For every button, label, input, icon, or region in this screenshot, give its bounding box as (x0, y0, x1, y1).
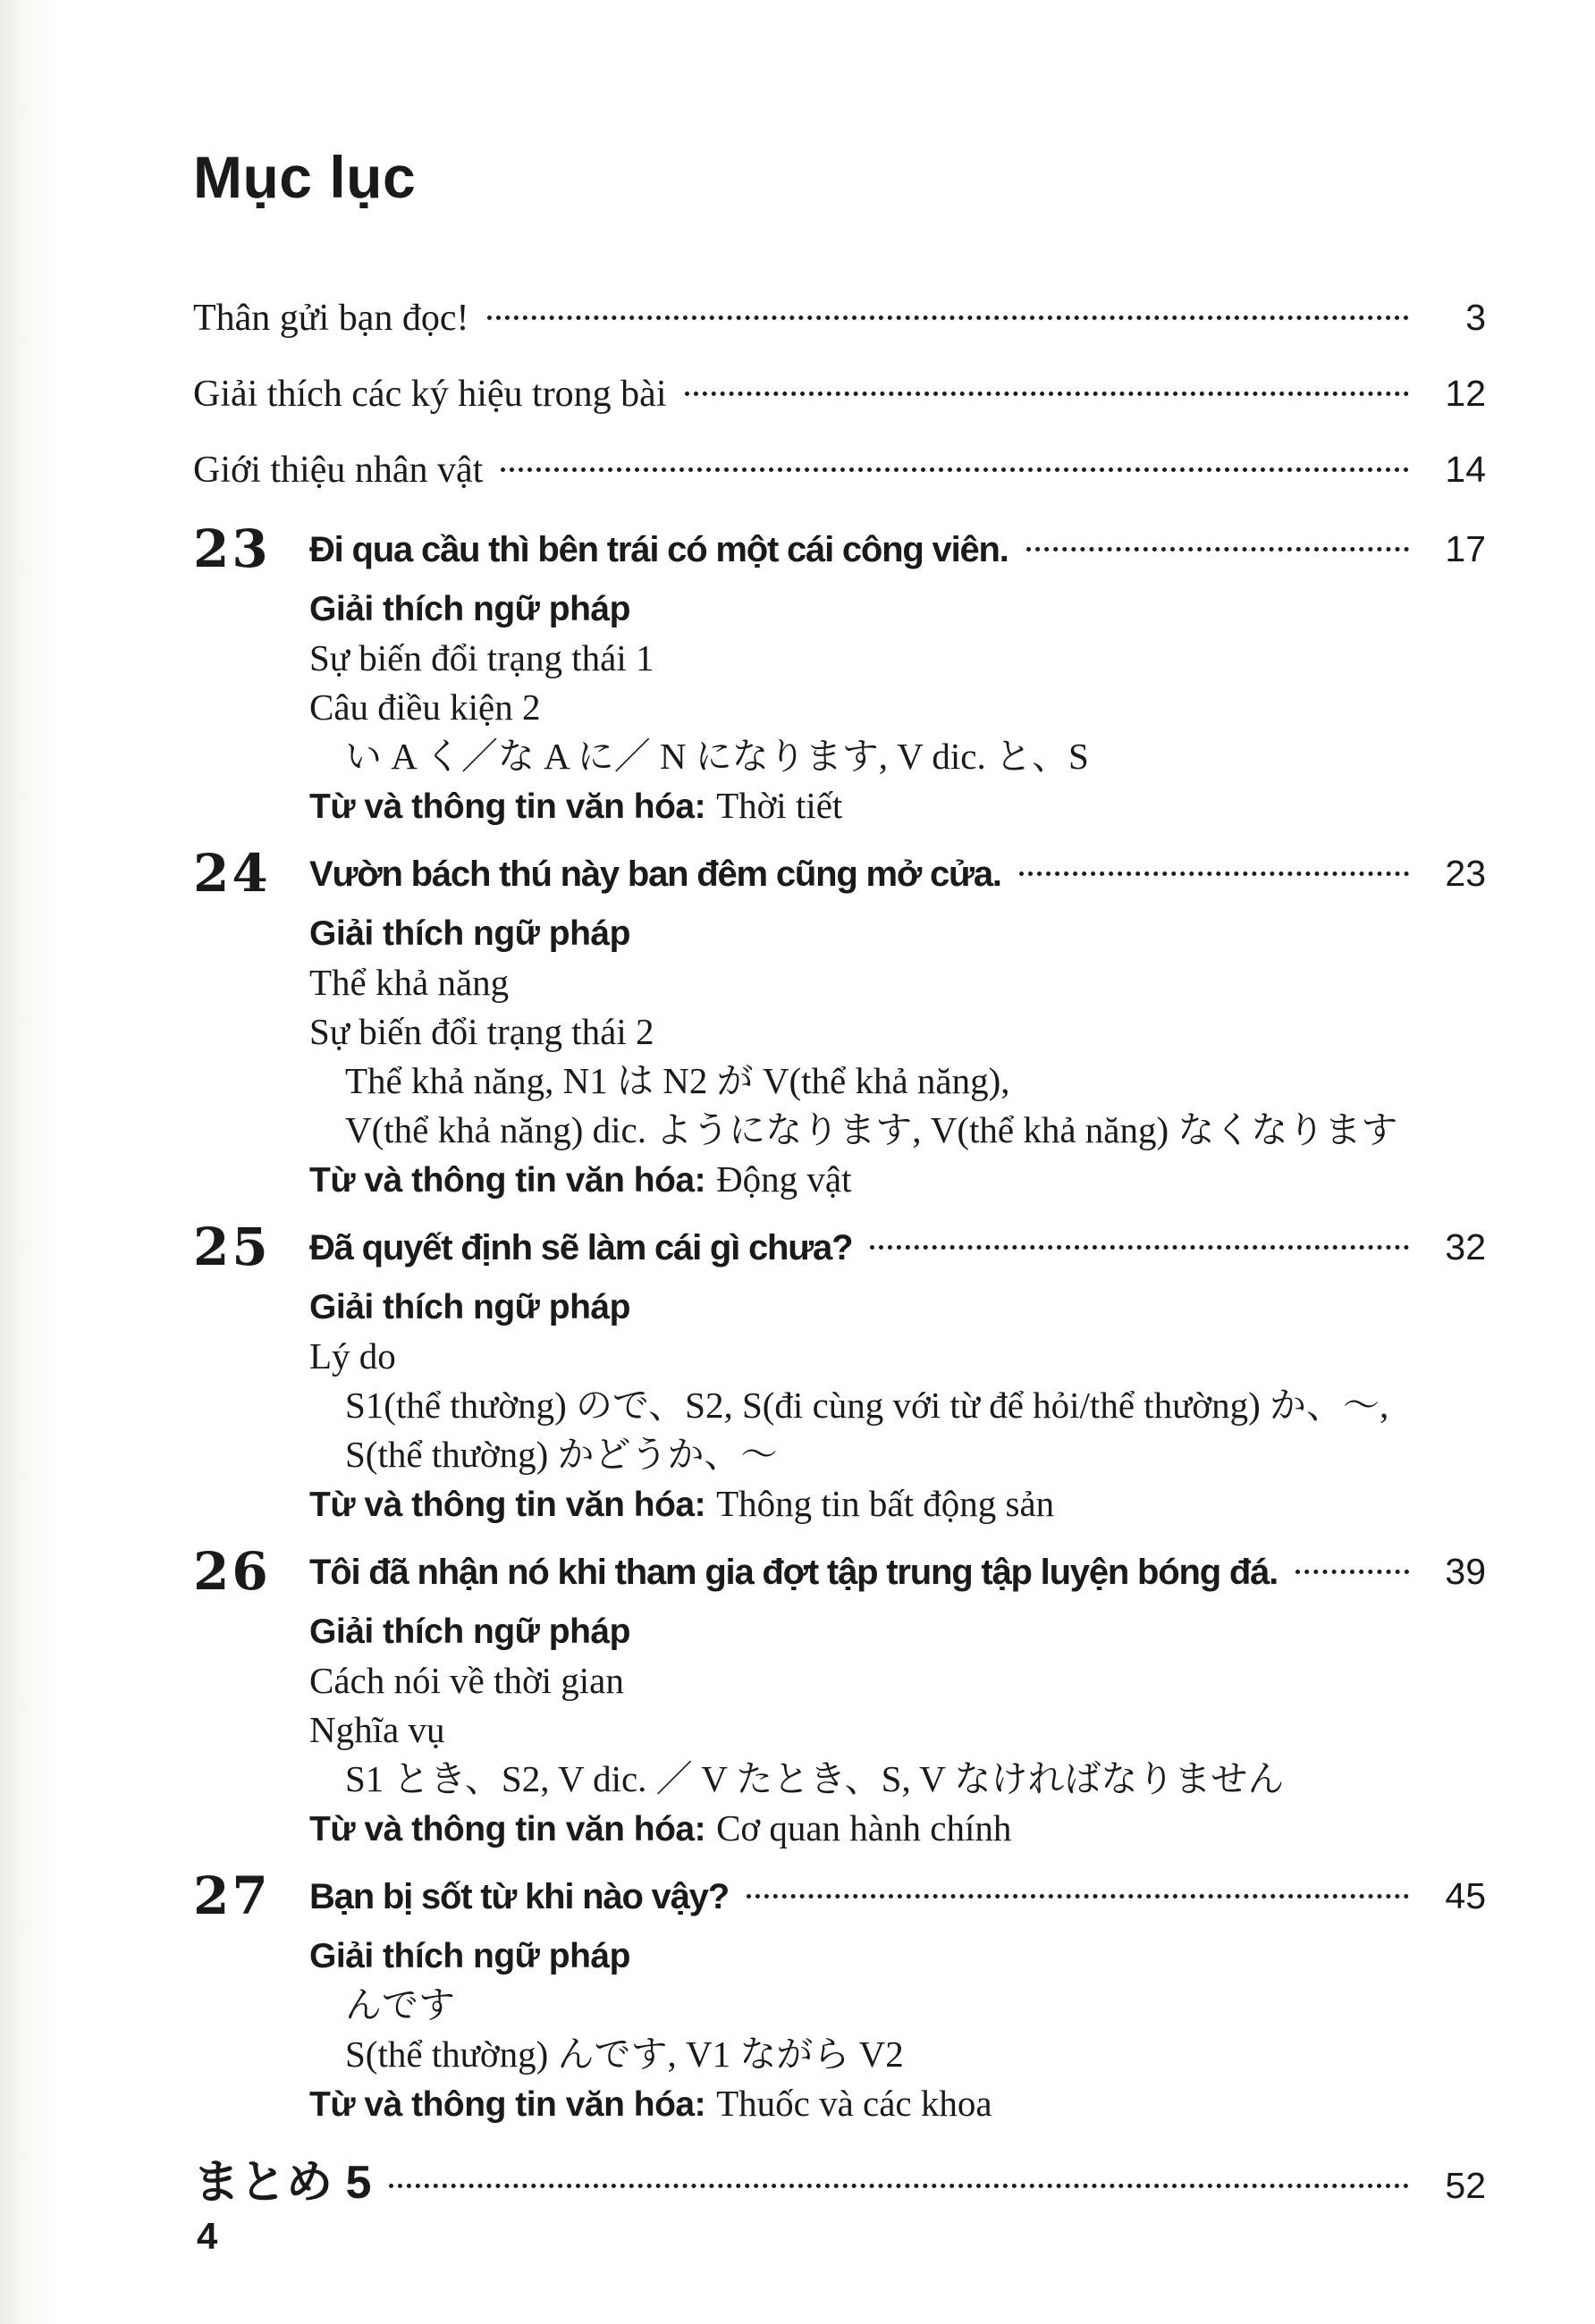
dot-leader (1295, 1570, 1409, 1574)
culture-value: Động vật (716, 1158, 852, 1200)
toc-chapter-24 (193, 844, 1486, 1205)
grammar-heading: Giải thích ngữ pháp (309, 1937, 630, 1975)
grammar-pattern: S1 とき、S2, V dic. ／ V たとき、S, V なければなりません (345, 1758, 1285, 1799)
summary-label: まとめ 5 (193, 2157, 372, 2209)
summary-row (193, 2154, 1486, 2214)
grammar-item: Nghĩa vụ (309, 1709, 445, 1750)
grammar-pattern: S(thể thường) かどうか、～ (345, 1434, 778, 1475)
dot-leader (870, 1245, 1409, 1250)
culture-label: Từ và thông tin văn hóa: (309, 1161, 706, 1200)
grammar-heading: Giải thích ngữ pháp (309, 590, 630, 628)
grammar-pattern: S1(thể thường) ので、S2, S(đi cùng với từ để hỏi/thể thường) か、～, (345, 1385, 1389, 1426)
toc-chapter-27 (193, 1866, 1486, 2129)
front-matter-label: Giới thiệu nhân vật (193, 450, 484, 491)
culture-value: Cơ quan hành chính (716, 1807, 1012, 1848)
dot-leader (747, 1894, 1409, 1899)
grammar-heading: Giải thích ngữ pháp (309, 914, 630, 953)
grammar-pattern: い A く／な A に／ N になります, V dic. と、S (345, 736, 1089, 777)
chapter-title: Đã quyết định sẽ làm cái gì chưa? (309, 1228, 853, 1267)
culture-line (309, 1479, 1486, 1529)
grammar-item: Sự biến đổi trạng thái 1 (309, 637, 654, 678)
page-number: 17 (1445, 528, 1486, 569)
chapter-title-row (309, 519, 1486, 579)
page-number: 52 (1445, 2165, 1486, 2206)
dot-leader (685, 392, 1410, 396)
culture-value: Thông tin bất động sản (716, 1483, 1055, 1524)
page-number: 32 (1445, 1226, 1486, 1267)
page-number: 39 (1445, 1551, 1486, 1592)
grammar-item: Câu điều kiện 2 (309, 686, 541, 728)
chapter-number: 25 (193, 1217, 271, 1277)
page-number: 45 (1445, 1875, 1486, 1916)
grammar-heading: Giải thích ngữ pháp (309, 1612, 630, 1651)
chapter-number: 26 (193, 1541, 271, 1602)
chapter-title: Đi qua cầu thì bên trái có một cái công viên. (309, 530, 1008, 569)
front-matter-row (193, 443, 1486, 496)
culture-value: Thuốc và các khoa (716, 2083, 992, 2124)
dot-leader (1026, 547, 1409, 552)
grammar-item: Cách nói về thời gian (309, 1660, 624, 1701)
chapter-number: 24 (193, 843, 271, 904)
culture-line (309, 2079, 1486, 2129)
page-number: 23 (1445, 853, 1486, 894)
grammar-pattern: んです (345, 1984, 455, 2025)
culture-line (309, 781, 1486, 831)
page-number: 14 (1445, 449, 1486, 490)
grammar-pattern: V(thể khả năng) dic. ようになります, V(thể khả năng) なくなります (345, 1109, 1398, 1150)
toc-chapter-26 (193, 1542, 1486, 1854)
chapter-title-row (309, 1866, 1486, 1926)
grammar-item: Thể khả năng (309, 962, 510, 1003)
footer-page-number: 4 (197, 2215, 218, 2257)
page-title: Mục lục (193, 144, 417, 210)
dot-leader (487, 316, 1410, 320)
toc-chapter-25 (193, 1217, 1486, 1529)
front-matter-label: Giải thích các ký hiệu trong bài (193, 374, 667, 415)
front-matter-row (193, 291, 1486, 344)
culture-line (309, 1155, 1486, 1205)
chapter-title: Vườn bách thú này ban đêm cũng mở cửa. (309, 855, 1001, 894)
dot-leader (1019, 872, 1409, 876)
toc-chapter-23 (193, 519, 1486, 831)
culture-label: Từ và thông tin văn hóa: (309, 2085, 706, 2124)
chapter-number: 23 (193, 518, 271, 579)
culture-line (309, 1804, 1486, 1854)
culture-value: Thời tiết (716, 785, 843, 826)
chapter-title-row (309, 844, 1486, 904)
chapter-title-row (309, 1542, 1486, 1602)
culture-label: Từ và thông tin văn hóa: (309, 1810, 706, 1848)
front-matter-row (193, 367, 1486, 420)
grammar-heading: Giải thích ngữ pháp (309, 1288, 630, 1326)
grammar-item: Sự biến đổi trạng thái 2 (309, 1011, 654, 1052)
chapter-title: Bạn bị sốt từ khi nào vậy? (309, 1877, 729, 1916)
chapter-title: Tôi đã nhận nó khi tham gia đợt tập trung tập luyện bóng đá. (309, 1553, 1279, 1592)
culture-label: Từ và thông tin văn hóa: (309, 1486, 706, 1524)
dot-leader (389, 2184, 1409, 2188)
grammar-item: Lý do (309, 1335, 396, 1377)
chapter-title-row (309, 1217, 1486, 1277)
grammar-pattern: S(thể thường) んです, V1 ながら V2 (345, 2034, 904, 2075)
chapter-number: 27 (193, 1865, 271, 1926)
page-number: 12 (1445, 373, 1486, 414)
grammar-pattern: Thể khả năng, N1 は N2 が V(thể khả năng), (345, 1060, 1010, 1101)
page-number: 3 (1465, 297, 1486, 338)
culture-label: Từ và thông tin văn hóa: (309, 787, 706, 826)
dot-leader (501, 467, 1409, 472)
front-matter-label: Thân gửi bạn đọc! (193, 298, 469, 339)
